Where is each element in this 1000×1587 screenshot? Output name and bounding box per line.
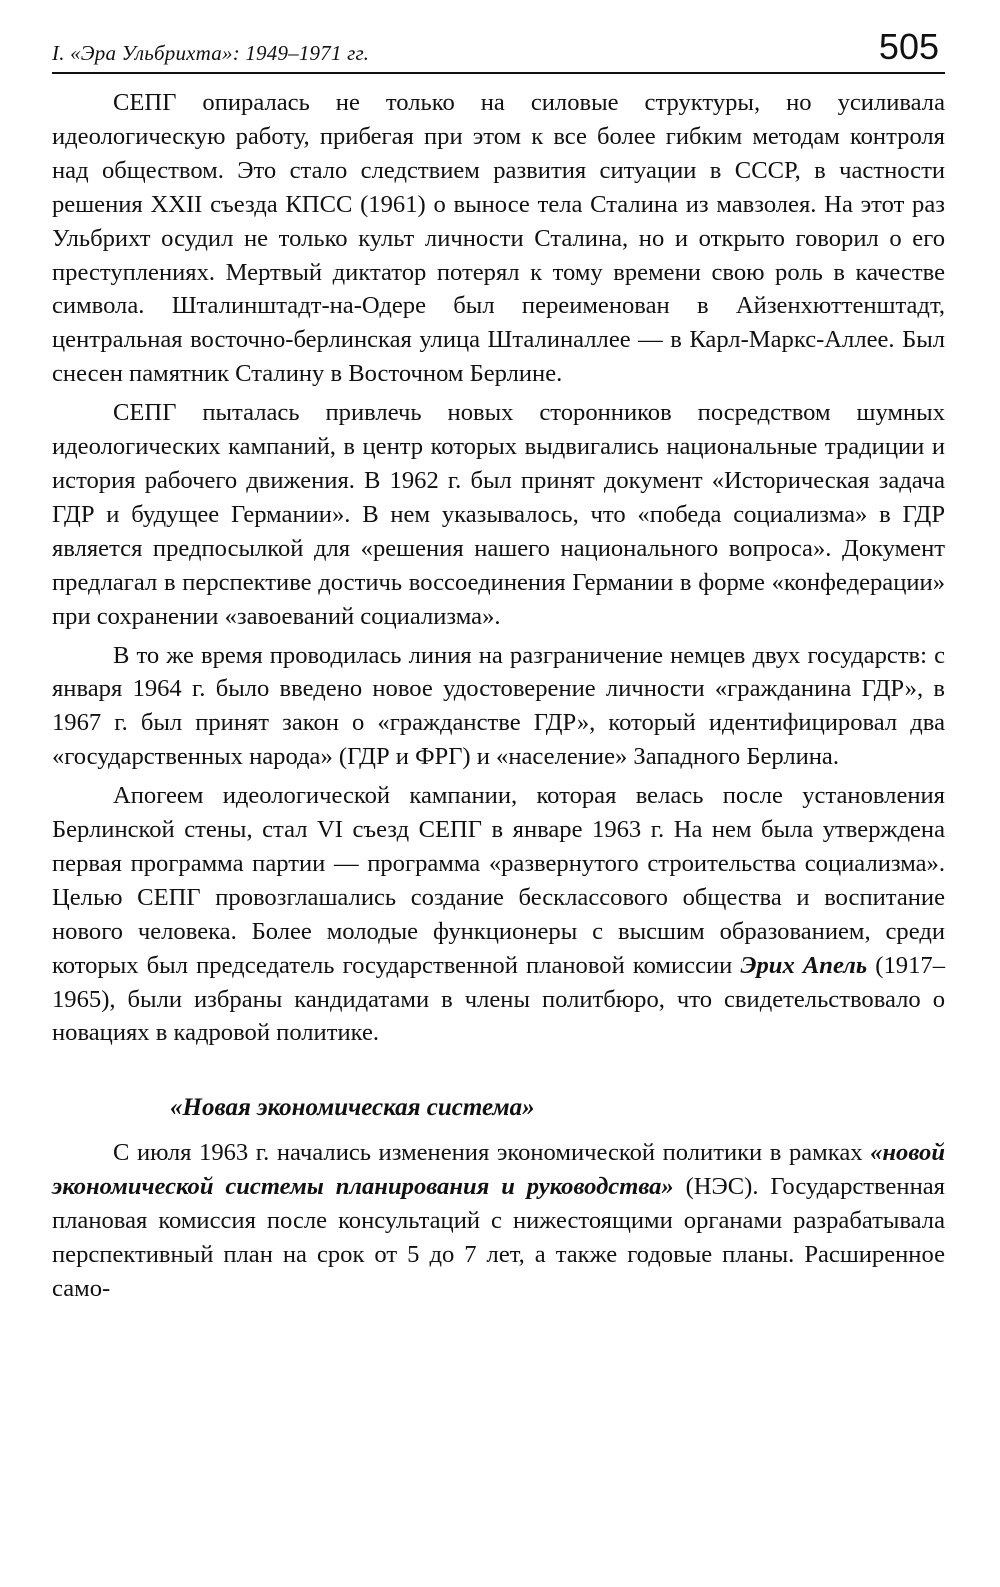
- paragraph-2: СЕПГ пыталась привлечь новых сторонников посредством шумных идеологических кампаний, в центр которых выдвигались национальные традиции и история рабочего движения. В 1962 г. был принят документ «Историческая задача ГДР и будущее Германии». В нем указывалось, что «победа социализма» в ГДР является предпосылкой для «решения нашего национального вопроса». Документ предлагал в перспективе достичь воссоединения Германии в форме «конфедерации» при сохранении «завоеваний социализма».: [52, 399, 945, 630]
- section-paragraph-1: [52, 1136, 945, 1306]
- emphasized-term: «новой экономической системы планирования и руководства»: [52, 1139, 945, 1201]
- page-number: 505: [878, 26, 939, 67]
- paragraph-1: СЕПГ опиралась не только на силовые структуры, но усиливала идеологическую работу, прибегая при этом к все более гибким методам контроля над обществом. Это стало следствием развития ситуации в СССР, в частности решения XXII съезда КПСС (1961) о выносе тела Сталина из мавзолея. На этот раз Ульбрихт осудил не только культ личности Сталина, но и открыто говорил о его преступлениях. Мертвый диктатор потерял к тому времени свою роль в качестве символа. Шталинштадт-на-Одере был переименован в Айзенхюттенштадт, центральная восточно-берлинская улица Шталиналлее — в Карл-Маркс-Аллее. Был снесен памятник Сталину в Восточном Берлине.: [52, 89, 945, 388]
- running-title: I. «Эра Ульбрихта»: 1949–1971 гг.: [52, 41, 370, 65]
- running-header: [52, 24, 945, 74]
- body-text: [52, 86, 945, 1306]
- section-paragraph-text-after: (НЭС). Государственная плановая комиссия после консультаций с нижестоящими органами разрабатывала перспективный план на срок от 5 до 7 лет, а также годовые планы. Расширенное само-: [52, 1173, 945, 1302]
- person-name: Эрих Апель: [740, 951, 868, 979]
- section-paragraph-text-before: С июля 1963 г. начались изменения экономической политики в рамках: [113, 1139, 871, 1167]
- paragraph-4-text-after: (1917–1965), были избраны кандидатами в члены политбюро, что свидетельствовало о новациях в кадровой политике.: [52, 951, 945, 1047]
- paragraph-3: В то же время проводилась линия на разграничение немцев двух государств: с января 1964 г. было введено новое удостоверение личности «гражданина ГДР», в 1967 г. был принят закон о «гражданстве ГДР», который идентифицировал два «государственных народа» (ГДР и ФРГ) и «население» Западного Берлина.: [52, 641, 945, 771]
- book-page: [52, 24, 945, 1306]
- paragraph-4-text-before: Апогеем идеологической кампании, которая велась после установления Берлинской стены, стал VI съезд СЕПГ в январе 1963 г. На нем была утверждена первая программа партии — программа «развернутого строительства социализма». Целью СЕПГ провозглашались создание бесклассового общества и воспитание нового человека. Более молодые функционеры с высшим образованием, среди которых был председатель государственной плановой комиссии: [52, 782, 945, 979]
- section-heading: «Новая экономическая система»: [170, 1094, 535, 1122]
- paragraph-4: [52, 779, 945, 1050]
